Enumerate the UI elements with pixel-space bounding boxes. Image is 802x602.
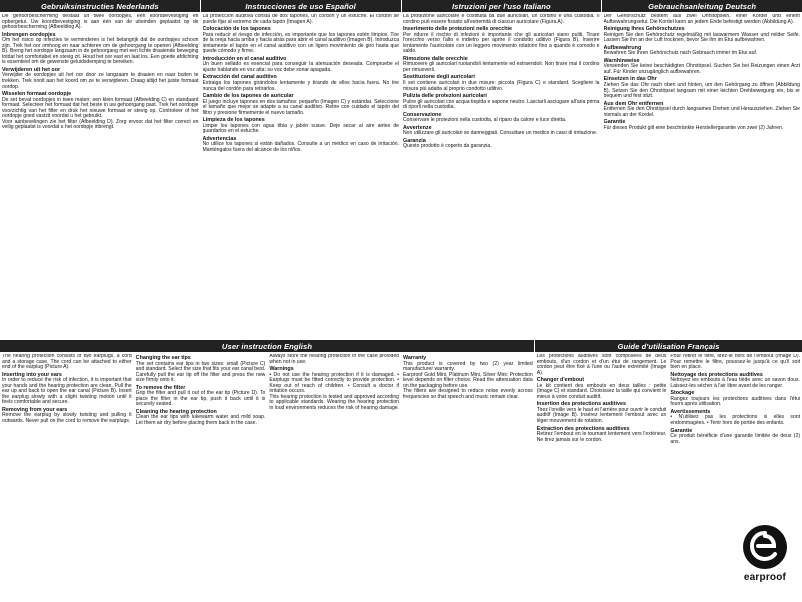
paragraph: Para reducir el riesgo de infección, es importante que los tapones estén limpios. Tire de la oreja hacia arriba y hacia atrás para abrir el canal auditivo (Imagen B). Introduzca lentamente el tapón en el canal auditivo con un ligero movimiento de giro hasta que quede cómodo y firme. — [202, 31, 399, 55]
paragraph: This product is covered by two (2) year limited manufacturer warranty. — [403, 360, 533, 373]
section-heading: Cambio de los tapones de auricular — [202, 93, 294, 100]
section-heading: Warranty — [403, 355, 427, 361]
section-heading: Introducción en el canal auditivo — [202, 55, 287, 62]
section-heading: Avvertenze — [403, 124, 432, 131]
section-heading: Garantie — [670, 427, 693, 434]
paragraph: The set contains ear tips in two sizes: small (Picture C) and standard. Select the size that fits your ear canal best. Carefully pull the ear tip off the filter and press the new size firmly onto it. — [135, 360, 266, 384]
section-header: Instrucciones de uso Español — [200, 0, 401, 12]
section-heading: Inbrengen oordopjes — [2, 31, 56, 38]
paragraph: Rimuovere gli auricolari ruotandoli lentamente ed estraendoli. Non tirare mai il cordino per rimuoverli. — [403, 61, 600, 73]
paragraph: Conservare le protezioni nella custodia, al riparo da calore e luce diretta. — [403, 117, 567, 124]
section-heading: Aus dem Ohr entfernen — [603, 100, 664, 107]
paragraph: In order to reduce the risk of infection, it is important that your hands and the hearing protection are clean. Pull the ear up and back to open the ear canal (Picture B). Insert the earplug slowly with a slight twisting motion until it feels comfortable and secure. — [2, 377, 132, 406]
paragraph: Ce produit bénéficie d'une garantie limitée de deux (2) ans. — [670, 433, 801, 445]
text-column — [203, 14, 400, 336]
paragraph: La protezione auricolare è costituita da due auricolari, un cordino e una custodia. Il cordino può essere fissato all'estremità di ciascun auricolare (Figura A). — [403, 14, 600, 25]
paragraph: Les protections auditives sont composées de deux embouts, d'un cordon et d'un étui de rangement. Le cordon peut être fixé à l'une ou l'autre extrémité (Image A). — [536, 354, 667, 376]
bottom-headers — [0, 340, 802, 352]
section-heading: Nettoyage des protections auditives — [670, 371, 763, 378]
text-column — [269, 354, 399, 600]
section-header: User instruction English — [0, 340, 534, 352]
paragraph: Non utilizzare gli auricolari se danneggiati. Consultare un medico in caso di irritazione. — [403, 130, 598, 137]
earproof-logo-icon — [742, 524, 788, 570]
text-column — [604, 14, 801, 336]
section-heading: Wisselen formaat oordopje — [2, 91, 72, 98]
section-heading: Inserimento delle protezioni nelle orecchie — [403, 26, 513, 33]
paragraph: Il set contiene auricolari in due misure: piccola (Figura C) e standard. Scegliere la misura più adatta al proprio condotto uditivo. — [403, 80, 600, 92]
paragraph: Grip the filter and pull it out of the ear tip (Picture D). To place the filter in the ear tip, push it back until it is securely seated. — [135, 390, 266, 408]
paragraph: De set bevat oordopjes in twee maten: een klein formaat (Afbeelding C) en standaard formaat. Selecteer het formaat dat het beste in uw gehoorgang past. Trek het oordopje voorzichtig van het filter en druk het nieuwe formaat er stevig op. Controleer of het oordopje goed vastzit voordat u het gebruikt. — [2, 96, 199, 120]
paragraph: Always store the hearing protection in the case provided when not in use. — [269, 354, 400, 365]
paragraph: The filters are designed to reduce noise evenly across frequencies so that speech and music remain clear. — [403, 388, 533, 400]
section-header: Gebruiksinstructies Nederlands — [0, 0, 200, 12]
paragraph: Earproof Gold Mini, Platinum Mini, Silver Mini: Protection level depends on filter choice. Read the attenuation data on the packaging before use. — [403, 371, 533, 389]
paragraph: Voor aanbevelingen zie het filter (Afbeelding D). Zorg ervoor dat het filter correct en veilig geplaatst is voordat u het oordopje inbrengt. — [2, 118, 199, 131]
paragraph: Per ridurre il rischio di infezioni è importante che gli auricolari siano puliti. Tirare l'orecchio verso l'alto e indietro per aprire il condotto uditivo (Figura B). Inserire lentamente l'auricolare con un leggero movimento rotatorio fino a quando è comodo e saldo. — [403, 31, 600, 55]
paragraph: Tirez l'oreille vers le haut et l'arrière pour ouvrir le conduit auditif (Image B). Insérez lentement l'embout avec un léger mouvement de rotation. — [536, 406, 667, 425]
paragraph: Verwijder de oordopjes uit het oor door ze langzaam te draaien en naar buiten te trekken. Trek nooit aan het koord om ze te verwijderen. Draag altijd het juiste formaat oordop. — [2, 72, 199, 90]
section-heading: Stockage — [670, 390, 695, 397]
top-columns — [0, 12, 802, 336]
paragraph: Limpie los tapones con agua tibia y jabón suave. Deje secar al aire antes de guardarlos en el estuche. — [202, 122, 399, 135]
section-heading: Garanzia — [403, 137, 426, 144]
section-heading: Limpieza de los tapones — [202, 117, 265, 124]
text-column — [2, 14, 199, 336]
section-heading: Pulizia delle protezioni auricolari — [403, 93, 487, 100]
section-heading: Garantie — [603, 119, 626, 126]
paragraph: Nettoyez les embouts à l'eau tiède avec un savon doux. Laissez-les sécher à l'air libre avant de les ranger. — [670, 377, 801, 389]
section-heading: Changer d'embout — [536, 377, 585, 384]
bottom-section — [0, 340, 802, 602]
text-column — [2, 354, 132, 600]
paragraph: Der Gehörschutz besteht aus zwei Ohrstöpseln, einer Kordel und einem Aufbewahrungsetui. Die Kordel kann an jedem Ende befestigt werden (Abbildung A). — [603, 14, 800, 25]
paragraph: Pulire gli auricolari con acqua tiepida e sapone neutro. Lasciarli asciugare all'aria prima di riporli nella custodia. — [403, 98, 600, 111]
paragraph: Rangez toujours les protections auditives dans l'étui fourni après utilisation. — [670, 395, 801, 408]
logo-text: earproof — [743, 572, 787, 583]
paragraph: Questo prodotto è coperto da garanzia. — [403, 143, 492, 150]
paragraph: • Do not use the hearing protection if it is damaged. • Earplugs must be fitted correctly to provide protection. • Keep out of reach of children. • Consult a doctor if irritation occurs. — [269, 371, 400, 395]
section-heading: Verwijderen uit het oor — [2, 66, 61, 73]
section-heading: Reinigung Ihres Gehörschutzes — [603, 26, 685, 33]
paragraph: Entfernen Sie den Ohrstöpsel durch langsames Drehen und Herausziehen. Ziehen Sie niemals an der Kordel. — [603, 106, 800, 118]
section-heading: Insertion des protections auditives — [536, 401, 626, 408]
section-heading: Rimozione dalle orecchie — [403, 55, 468, 62]
section-heading: Conservazione — [403, 111, 442, 118]
paragraph: This hearing protection is tested and approved according to applicable standards. Wearing the hearing protection in loud environments reduces the risk of hearing damage. — [269, 393, 400, 411]
section-heading: Extracción del canal auditivo — [202, 74, 277, 81]
section-heading: Warnhinweise — [603, 57, 640, 64]
paragraph: Pour retirer le filtre, tirez-le hors de l'embout (Image D). Pour remettre le filtre, poussez-le jusqu'à ce qu'il soit bien en place. — [670, 354, 801, 371]
section-heading: Cleaning the hearing protection — [135, 408, 217, 415]
section-heading: Warnings — [269, 366, 294, 373]
text-column — [136, 354, 266, 600]
paragraph: Verwenden Sie keine beschädigten Ohrstöpsel. Suchen Sie bei Reizungen einen Arzt auf. Für Kinder unzugänglich aufbewahren. — [603, 63, 800, 75]
paragraph: La protección auditiva consta de dos tapones, un cordón y un estuche. El cordón se puede fijar al extremo de cada tapón (Imagen A). — [202, 14, 399, 25]
paragraph: El juego incluye tapones en dos tamaños: pequeño (Imagen C) y estándar. Seleccione el tamaño que mejor se adapte a su canal auditivo. Retire con cuidado el tapón del filtro y presione firmemente el nuevo tamaño. — [202, 98, 399, 116]
paragraph: • N'utilisez pas les protections si elles sont endommagées. • Tenir hors de portée des enfants. — [670, 414, 801, 427]
paragraph: Für dieses Produkt gilt eine beschränkte Herstellergarantie von zwei (2) Jahren. — [603, 124, 784, 131]
section-heading: Sostituzione degli auricolari — [403, 74, 475, 81]
paragraph: Un buen sellado es esencial para conseguir la atenuación deseada. Compruebe el ajuste hablando en voz alta: su voz debe sonar apagada. — [202, 61, 399, 73]
paragraph: Le kit contient des embouts en deux tailles : petite (Image C) et standard. Choisissez la taille qui convient le mieux à votre conduit auditif. — [536, 382, 667, 400]
paragraph: Retirez l'embout en le tournant lentement vers l'extérieur. Ne tirez jamais sur le cordon. — [536, 431, 667, 443]
paragraph: Reinigen Sie den Gehörschutz regelmäßig mit lauwarmem Wasser und milder Seife. Lassen Sie ihn an der Luft trocknen, bevor Sie ihn im Etui aufbewahren. — [603, 31, 800, 44]
text-column — [403, 354, 533, 600]
brand-logo — [736, 524, 794, 594]
bottom-columns — [0, 352, 802, 600]
paragraph: Ziehen Sie das Ohr nach oben und hinten, um den Gehörgang zu öffnen (Abbildung B). Setzen Sie den Ohrstöpsel langsam mit einer leichten Drehbewegung ein, bis er bequem und fest sitzt. — [603, 82, 800, 100]
paragraph: Extraiga los tapones girándolos lentamente y tirando de ellos hacia fuera. No tire nunca del cordón para retirarlos. — [202, 80, 399, 92]
text-column — [537, 354, 667, 600]
paragraph: Bewahren Sie Ihren Gehörschutz nach Gebrauch immer im Etui auf. — [603, 50, 758, 57]
paragraph: De gehoorbescherming bestaat uit twee oordopjes, een koordbevestiging en opbergetui. Uw koordbevestiging is aan één van de uiteinden geplaatst op de gehoorbescherming (Afbeelding A). — [2, 14, 199, 31]
section-heading: Aufbewahrung — [603, 44, 642, 51]
paragraph: The hearing protection consists of two earplugs, a cord and a storage case. The cord can be attached to either end of the earplug (Picture A). — [2, 354, 132, 371]
section-heading: Advertencias — [202, 135, 237, 142]
section-heading: Colocación de los tapones — [202, 26, 271, 33]
section-heading: Inserting into your ears — [2, 371, 62, 378]
paragraph: Remove the earplug by slowly twisting and pulling it outwards. Never pull on the cord to remove the earplugs. — [2, 412, 132, 425]
top-headers — [0, 0, 802, 12]
section-heading: Changing the ear tips — [135, 355, 191, 361]
section-heading: To remove the filter — [135, 384, 186, 391]
section-heading: Avertissements — [670, 408, 711, 415]
text-column — [403, 14, 600, 336]
section-heading: Einsetzen in das Ohr — [603, 76, 657, 83]
section-header: Gebrauchsanleitung Deutsch — [601, 0, 802, 12]
paragraph: Clean the ear tips with lukewarm water and mild soap. Let them air dry before placing them back in the case. — [135, 414, 266, 427]
paragraph: Om het risico op infecties te verminderen is het belangrijk dat de oordopjes schoon zijn. Trek het oor omhoog en naar achteren om de gehoorgang te openen (Afbeelding B). Breng het oordopje langzaam in de gehoorgang met een lichte draaiende beweging totdat het comfortabel en stevig zit. Houd het oor vast en laat los. Een goede afdichting is essentieel om de gewenste geluidsdemping te bereiken. — [2, 37, 199, 66]
paragraph: No utilice los tapones si están dañados. Consulte a un médico en caso de irritación. Manténgalos fuera del alcance de los niños. — [202, 141, 399, 154]
section-heading: Extraction des protections auditives — [536, 425, 630, 432]
section-header: Guide d'utilisation Français — [534, 340, 802, 352]
section-header: Istruzioni per l'uso Italiano — [401, 0, 602, 12]
section-heading: Removing from your ears — [2, 406, 68, 413]
